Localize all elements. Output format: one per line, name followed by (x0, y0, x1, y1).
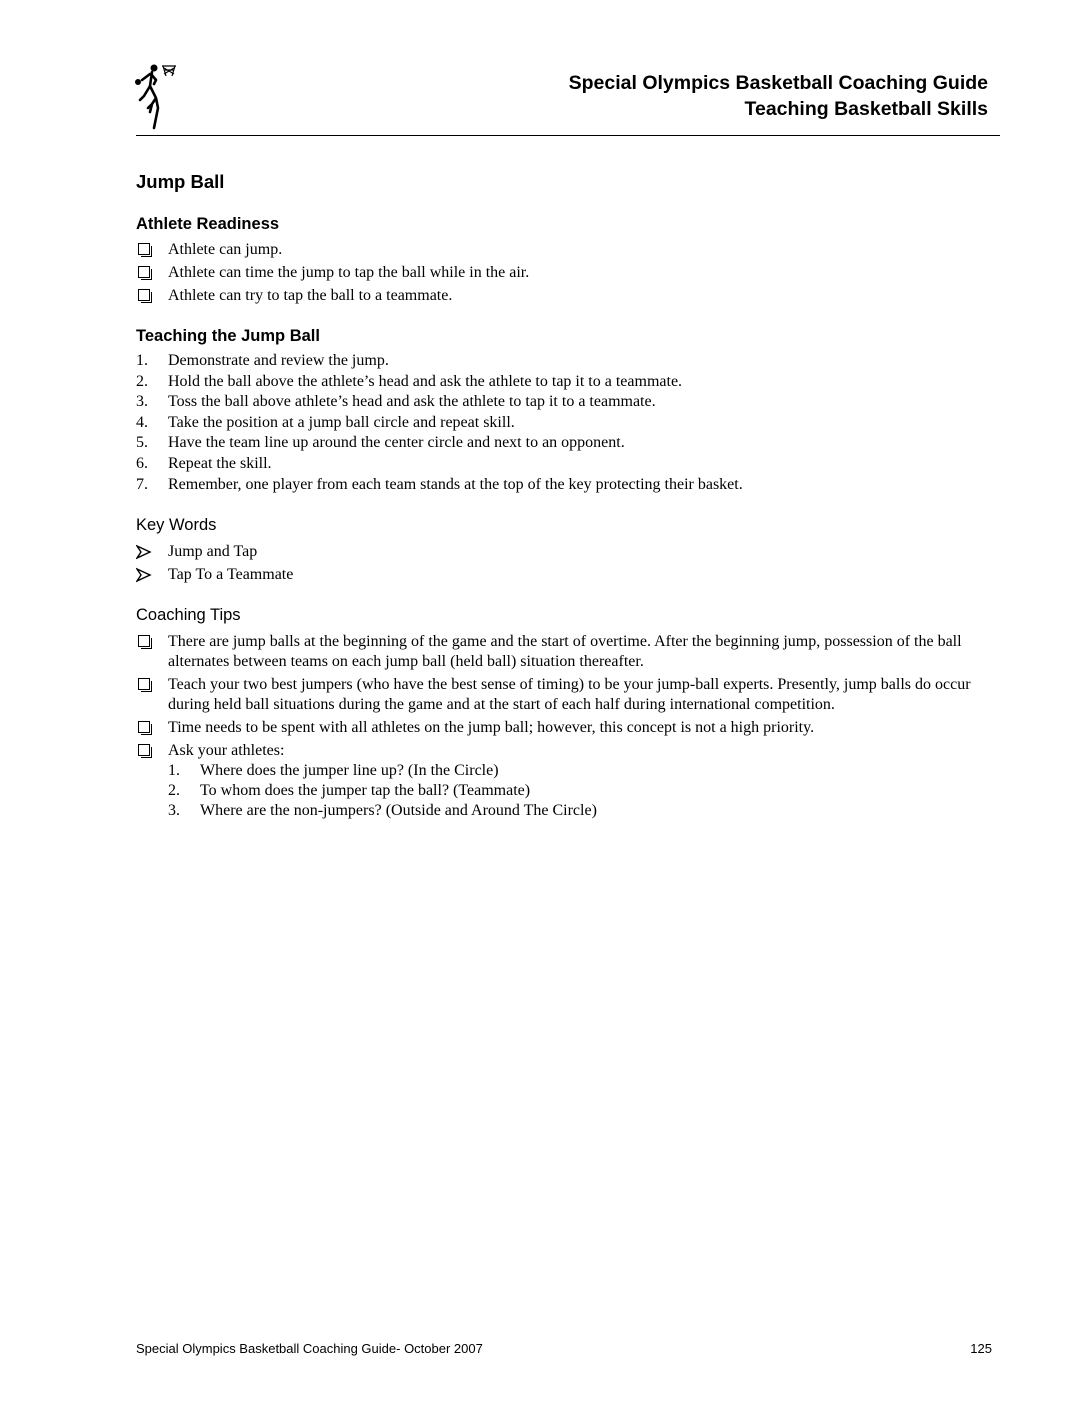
teaching-step (136, 372, 986, 393)
coaching-tips-list (136, 632, 986, 821)
question-item (168, 801, 986, 821)
athlete-questions-list (168, 761, 986, 821)
coaching-tip (136, 632, 986, 672)
page-title: Jump Ball (136, 171, 225, 192)
teaching-step (136, 392, 986, 413)
step-number: 4. (136, 413, 148, 431)
teaching-step (136, 454, 986, 475)
step-number: 3. (136, 393, 148, 411)
teaching-steps-list (136, 351, 986, 495)
question-text: To whom does the jumper tap the ball? (Teammate) (200, 782, 531, 800)
coaching-tips-heading: Coaching Tips (136, 606, 241, 625)
coaching-tip-text: There are jump balls at the beginning of the game and the start of overtime. After the beginning jump, possession of the ball alternates between teams on each jump ball (held ball) situation thereafter. (168, 633, 962, 671)
step-text: Demonstrate and review the jump. (168, 352, 389, 369)
teaching-step (136, 351, 986, 372)
question-text: Where are the non-jumpers? (Outside and Around The Circle) (200, 802, 597, 820)
step-text: Have the team line up around the center circle and next to an opponent. (168, 434, 625, 452)
step-text: Toss the ball above athlete’s head and ask the athlete to tap it to a teammate. (168, 393, 656, 411)
teaching-heading: Teaching the Jump Ball (136, 327, 320, 345)
question-number: 3. (168, 802, 180, 820)
key-word-text: Jump and Tap (168, 543, 258, 561)
coaching-tip-text: Time needs to be spent with all athletes on the jump ball; however, this concept is not a high priority. (168, 719, 815, 737)
teaching-step (136, 433, 986, 454)
key-word-text: Tap To a Teammate (168, 566, 294, 584)
step-number: 2. (136, 372, 148, 390)
basketball-player-icon (132, 60, 182, 132)
question-number: 2. (168, 782, 180, 800)
key-words-list (136, 542, 986, 585)
coaching-tip (136, 718, 986, 738)
key-word-item (136, 565, 986, 585)
readiness-item-text: Athlete can time the jump to tap the ball while in the air. (168, 264, 530, 281)
document-header-title (569, 70, 988, 122)
step-text: Hold the ball above the athlete’s head and ask the athlete to tap it to a teammate. (168, 372, 683, 390)
header-divider (136, 135, 1000, 136)
step-number: 7. (136, 475, 148, 493)
step-number: 1. (136, 352, 148, 369)
readiness-item (136, 286, 986, 306)
question-item (168, 761, 986, 781)
readiness-item-text: Athlete can jump. (168, 241, 283, 258)
readiness-item-text: Athlete can try to tap the ball to a teammate. (168, 287, 453, 304)
step-number: 6. (136, 454, 148, 472)
footer-text: Special Olympics Basketball Coaching Guide- October 2007 (136, 1341, 483, 1356)
step-text: Take the position at a jump ball circle and repeat skill. (168, 413, 515, 431)
key-word-item (136, 542, 986, 562)
key-words-heading: Key Words (136, 516, 217, 535)
coaching-tip (136, 741, 986, 821)
athlete-readiness-heading: Athlete Readiness (136, 215, 280, 233)
header-title-line1: Special Olympics Basketball Coaching Guide (568, 72, 988, 94)
coaching-tip (136, 675, 986, 715)
coaching-tip-text: Teach your two best jumpers (who have the best sense of timing) to be your jump-ball experts. Presently, jump balls do occur during held ball situations during the game and at the start of each half during international competition. (168, 676, 971, 714)
teaching-step (136, 413, 986, 434)
step-text: Repeat the skill. (168, 454, 272, 472)
athlete-readiness-list (136, 240, 986, 306)
readiness-item (136, 240, 986, 260)
step-text: Remember, one player from each team stands at the top of the key protecting their basket. (168, 475, 743, 493)
teaching-step (136, 475, 986, 496)
page-content (136, 168, 986, 821)
question-text: Where does the jumper line up? (In the Circle) (200, 762, 499, 780)
step-number: 5. (136, 434, 148, 452)
header-title-line2: Teaching Basketball Skills (744, 98, 988, 120)
readiness-item (136, 263, 986, 283)
question-item (168, 781, 986, 801)
question-number: 1. (168, 762, 180, 780)
coaching-tip-text: Ask your athletes: (168, 742, 285, 760)
page-number: 125 (970, 1341, 992, 1356)
